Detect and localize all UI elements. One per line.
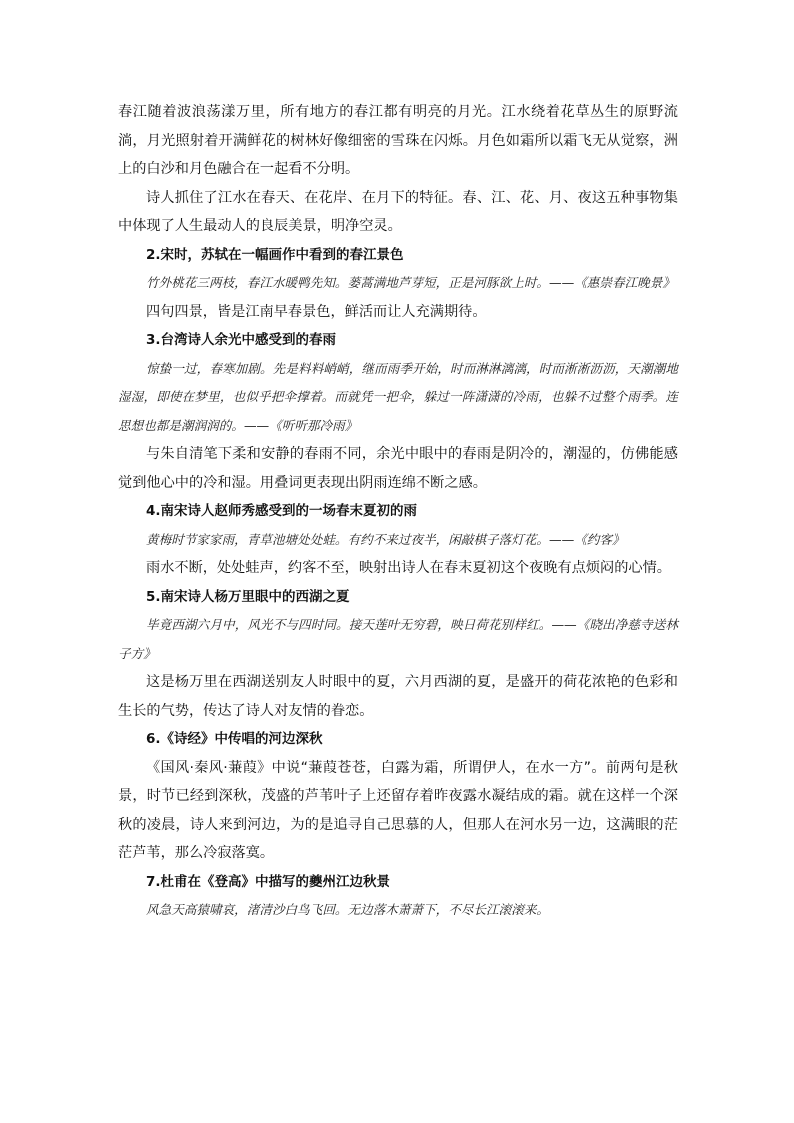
section-heading: 5.南宋诗人杨万里眼中的西湖之夏	[146, 588, 350, 605]
body-paragraph: 春江随着波浪荡漾万里，所有地方的春江都有明亮的月光。江水绕着花草丛生的原野流淌，月光照射着开满鲜花的树林好像细密的雪珠在闪烁。月色如霜所以霜飞无从觉察，洲上的白沙和月色融合在一起看不分明。	[118, 104, 678, 177]
section-heading: 3.台湾诗人余光中感受到的春雨	[146, 332, 337, 348]
body-paragraph: 雨水不断，处处蛙声，约客不至，映射出诗人在春末夏初这个夜晚有点烦闷的心情。	[146, 560, 671, 576]
section-heading: 6.《诗经》中传唱的河边深秋	[146, 731, 323, 747]
prose-quote: 惊蛰一过，春寒加剧。先是料料峭峭，继而雨季开始，时而淋淋漓漓，时而淅淅沥沥，天潮潮地湿湿，即使在梦里，也似乎把伞撑着。而就凭一把伞，躲过一阵潇潇的冷雨，也躲不过整个雨季。连思想也都是潮润润的。——《听听那冷雨》	[118, 360, 678, 433]
poem-quote: 竹外桃花三两枝，春江水暖鸭先知。蒌蒿满地芦芽短，正是河豚欲上时。——《惠崇春江晚景》	[146, 275, 675, 290]
body-paragraph: 与朱自清笔下柔和安静的春雨不同，余光中眼中的春雨是阴冷的，潮湿的，仿佛能感觉到他心中的冷和湿。用叠词更表现出阴雨连绵不断之感。	[118, 446, 678, 491]
body-paragraph: 诗人抓住了江水在春天、在花岸、在月下的特征。春、江、花、月、夜这五种事物集中体现了人生最动人的良辰美景，明净空灵。	[118, 189, 678, 234]
poem-quote: 黄梅时节家家雨，青草池塘处处蛙。有约不来过夜半，闲敲棋子落灯花。——《约客》	[146, 531, 625, 547]
section-heading: 2.宋时，苏轼在一幅画作中看到的春江景色	[146, 246, 404, 263]
body-paragraph: 四句四景，皆是江南早春景色，鲜活而让人充满期待。	[146, 303, 487, 320]
poem-quote: 毕竟西湖六月中，风光不与四时同。接天莲叶无穷碧，映日荷花别样红。——《晓出净慈寺送林子方》	[118, 617, 678, 661]
body-paragraph: 这是杨万里在西湖送别友人时眼中的夏，六月西湖的夏，是盛开的荷花浓艳的色彩和生长的气势，传达了诗人对友情的眷恋。	[118, 674, 678, 719]
section-heading: 4.南宋诗人赵师秀感受到的一场春末夏初的雨	[146, 503, 418, 519]
body-paragraph: 《国风·秦风·蒹葭》中说“蒹葭苍苍，白露为霜，所谓伊人，在水一方”。前两句是秋景，时节已经到深秋，茂盛的芦苇叶子上还留存着昨夜露水凝结成的霜。就在这样一个深秋的凌晨，诗人来到河边，为的是追寻自己思慕的人，但那人在河水另一边，这满眼的茫茫芦苇，那么冷寂落寞。	[118, 759, 678, 861]
section-heading: 7.杜甫在《登高》中描写的夔州江边秋景	[146, 873, 391, 890]
poem-quote: 风急天高猿啸哀，渚清沙白鸟飞回。无边落木萧萧下，不尽长江滚滚来。	[146, 902, 549, 917]
text-column	[118, 98, 678, 925]
